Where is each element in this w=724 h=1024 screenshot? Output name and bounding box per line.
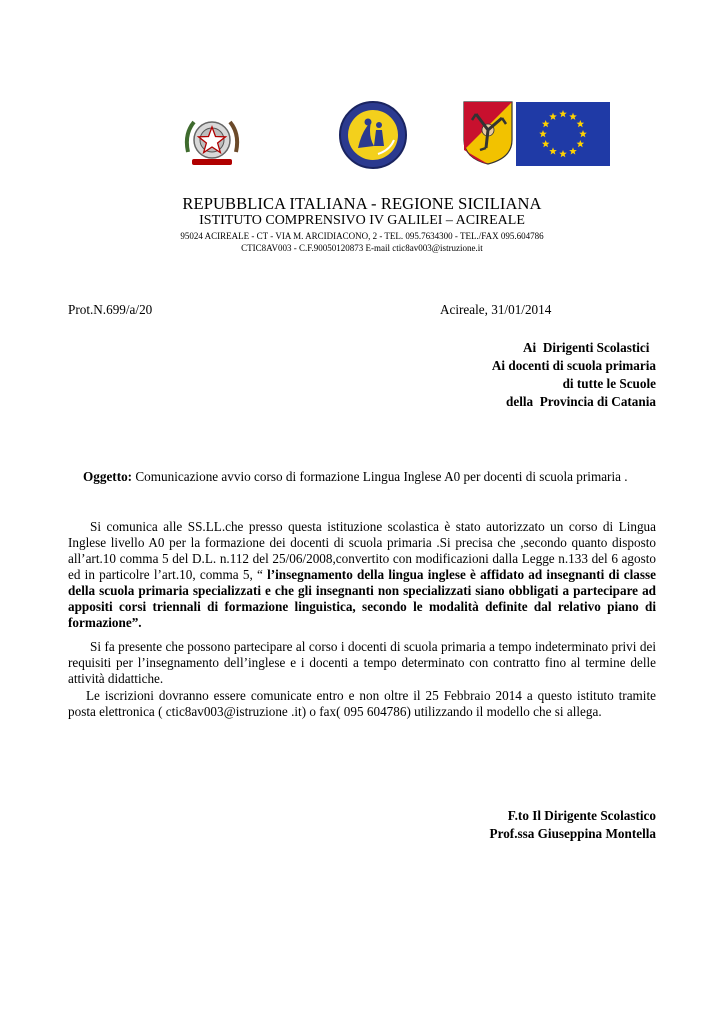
subject-paragraph [68, 469, 656, 485]
recipient-line: di tutte le Scuole [562, 376, 656, 391]
subject-label: Oggetto: [83, 469, 133, 484]
signature-title: F.to Il Dirigente Scolastico [507, 808, 656, 823]
body-paragraph-1 [68, 519, 656, 631]
italian-republic-emblem-icon [180, 112, 244, 172]
letterhead-title: REPUBBLICA ITALIANA - REGIONE SICILIANA [182, 194, 542, 213]
paragraph-1-bold-quote: l’insegnamento della lingua inglese è affidato ad insegnanti di classe della scuola primaria specializzati e che gli insegnanti non specializzati siano obbligati a partecipare ad appositi corsi triennali di formazione linguistica, secondo le modalità definite dal relativo piano di formazione”. [68, 567, 656, 630]
protocol-number: Prot.N.699/a/20 [68, 302, 153, 317]
signature-name: Prof.ssa Giuseppina Montella [489, 826, 656, 841]
recipient-line: Ai docenti di scuola primaria [491, 358, 656, 373]
place-date: Acireale, 31/01/2014 [440, 302, 552, 317]
sicily-region-flag-icon [462, 100, 514, 166]
signature-block [490, 807, 656, 843]
body-paragraph-3: Le iscrizioni dovranno essere comunicate entro e non oltre il 25 Febbraio 2014 a questo istituto tramite posta elettronica ( ctic8av003@istruzione .it) o fax( 095 604786) utilizzando il modello che si allega. [68, 688, 656, 719]
recipient-line: della Provincia di Catania [506, 394, 656, 409]
body-paragraph-2: Si fa presente che possono partecipare al corso i docenti di scuola primaria a tempo indeterminato privi dei requisiti per l’insegnamento dell’inglese e i docenti a tempo determinato con contratto fino al termine delle attività didattiche. [68, 639, 656, 686]
subject-text: Comunicazione avvio corso di formazione Lingua Inglese A0 per docenti di scuola primaria . [132, 469, 628, 484]
eu-flag-icon [516, 102, 610, 166]
school-galileo-logo-icon [338, 100, 408, 170]
letterhead-school-name: ISTITUTO COMPRENSIVO IV GALILEI – ACIREALE [199, 213, 525, 228]
recipient-line: Ai Dirigenti Scolastici [523, 340, 656, 355]
letterhead-address: 95024 ACIREALE - CT - VIA M. ARCIDIACONO, 2 - TEL. 095.7634300 - TEL./FAX 095.604786 [180, 231, 544, 241]
paragraph-1-text: Si comunica alle SS.LL.che presso questa istituzione scolastica è stato autorizzato un corso di Lingua Inglese livello A0 per la formazione dei docenti di scuola primaria .Si precisa che ,secondo quanto disposto all’art.10 comma 5 del D.L. n.112 del 25/06/2008,convertito con modificazioni dalla Legge n.133 del 6 agosto ed in particolre l’art.10, comma 5, “ [68, 519, 656, 582]
recipients-block [492, 339, 656, 411]
letterhead-codes: CTIC8AV003 - C.F.90050120873 E-mail ctic8av003@istruzione.it [241, 243, 483, 253]
